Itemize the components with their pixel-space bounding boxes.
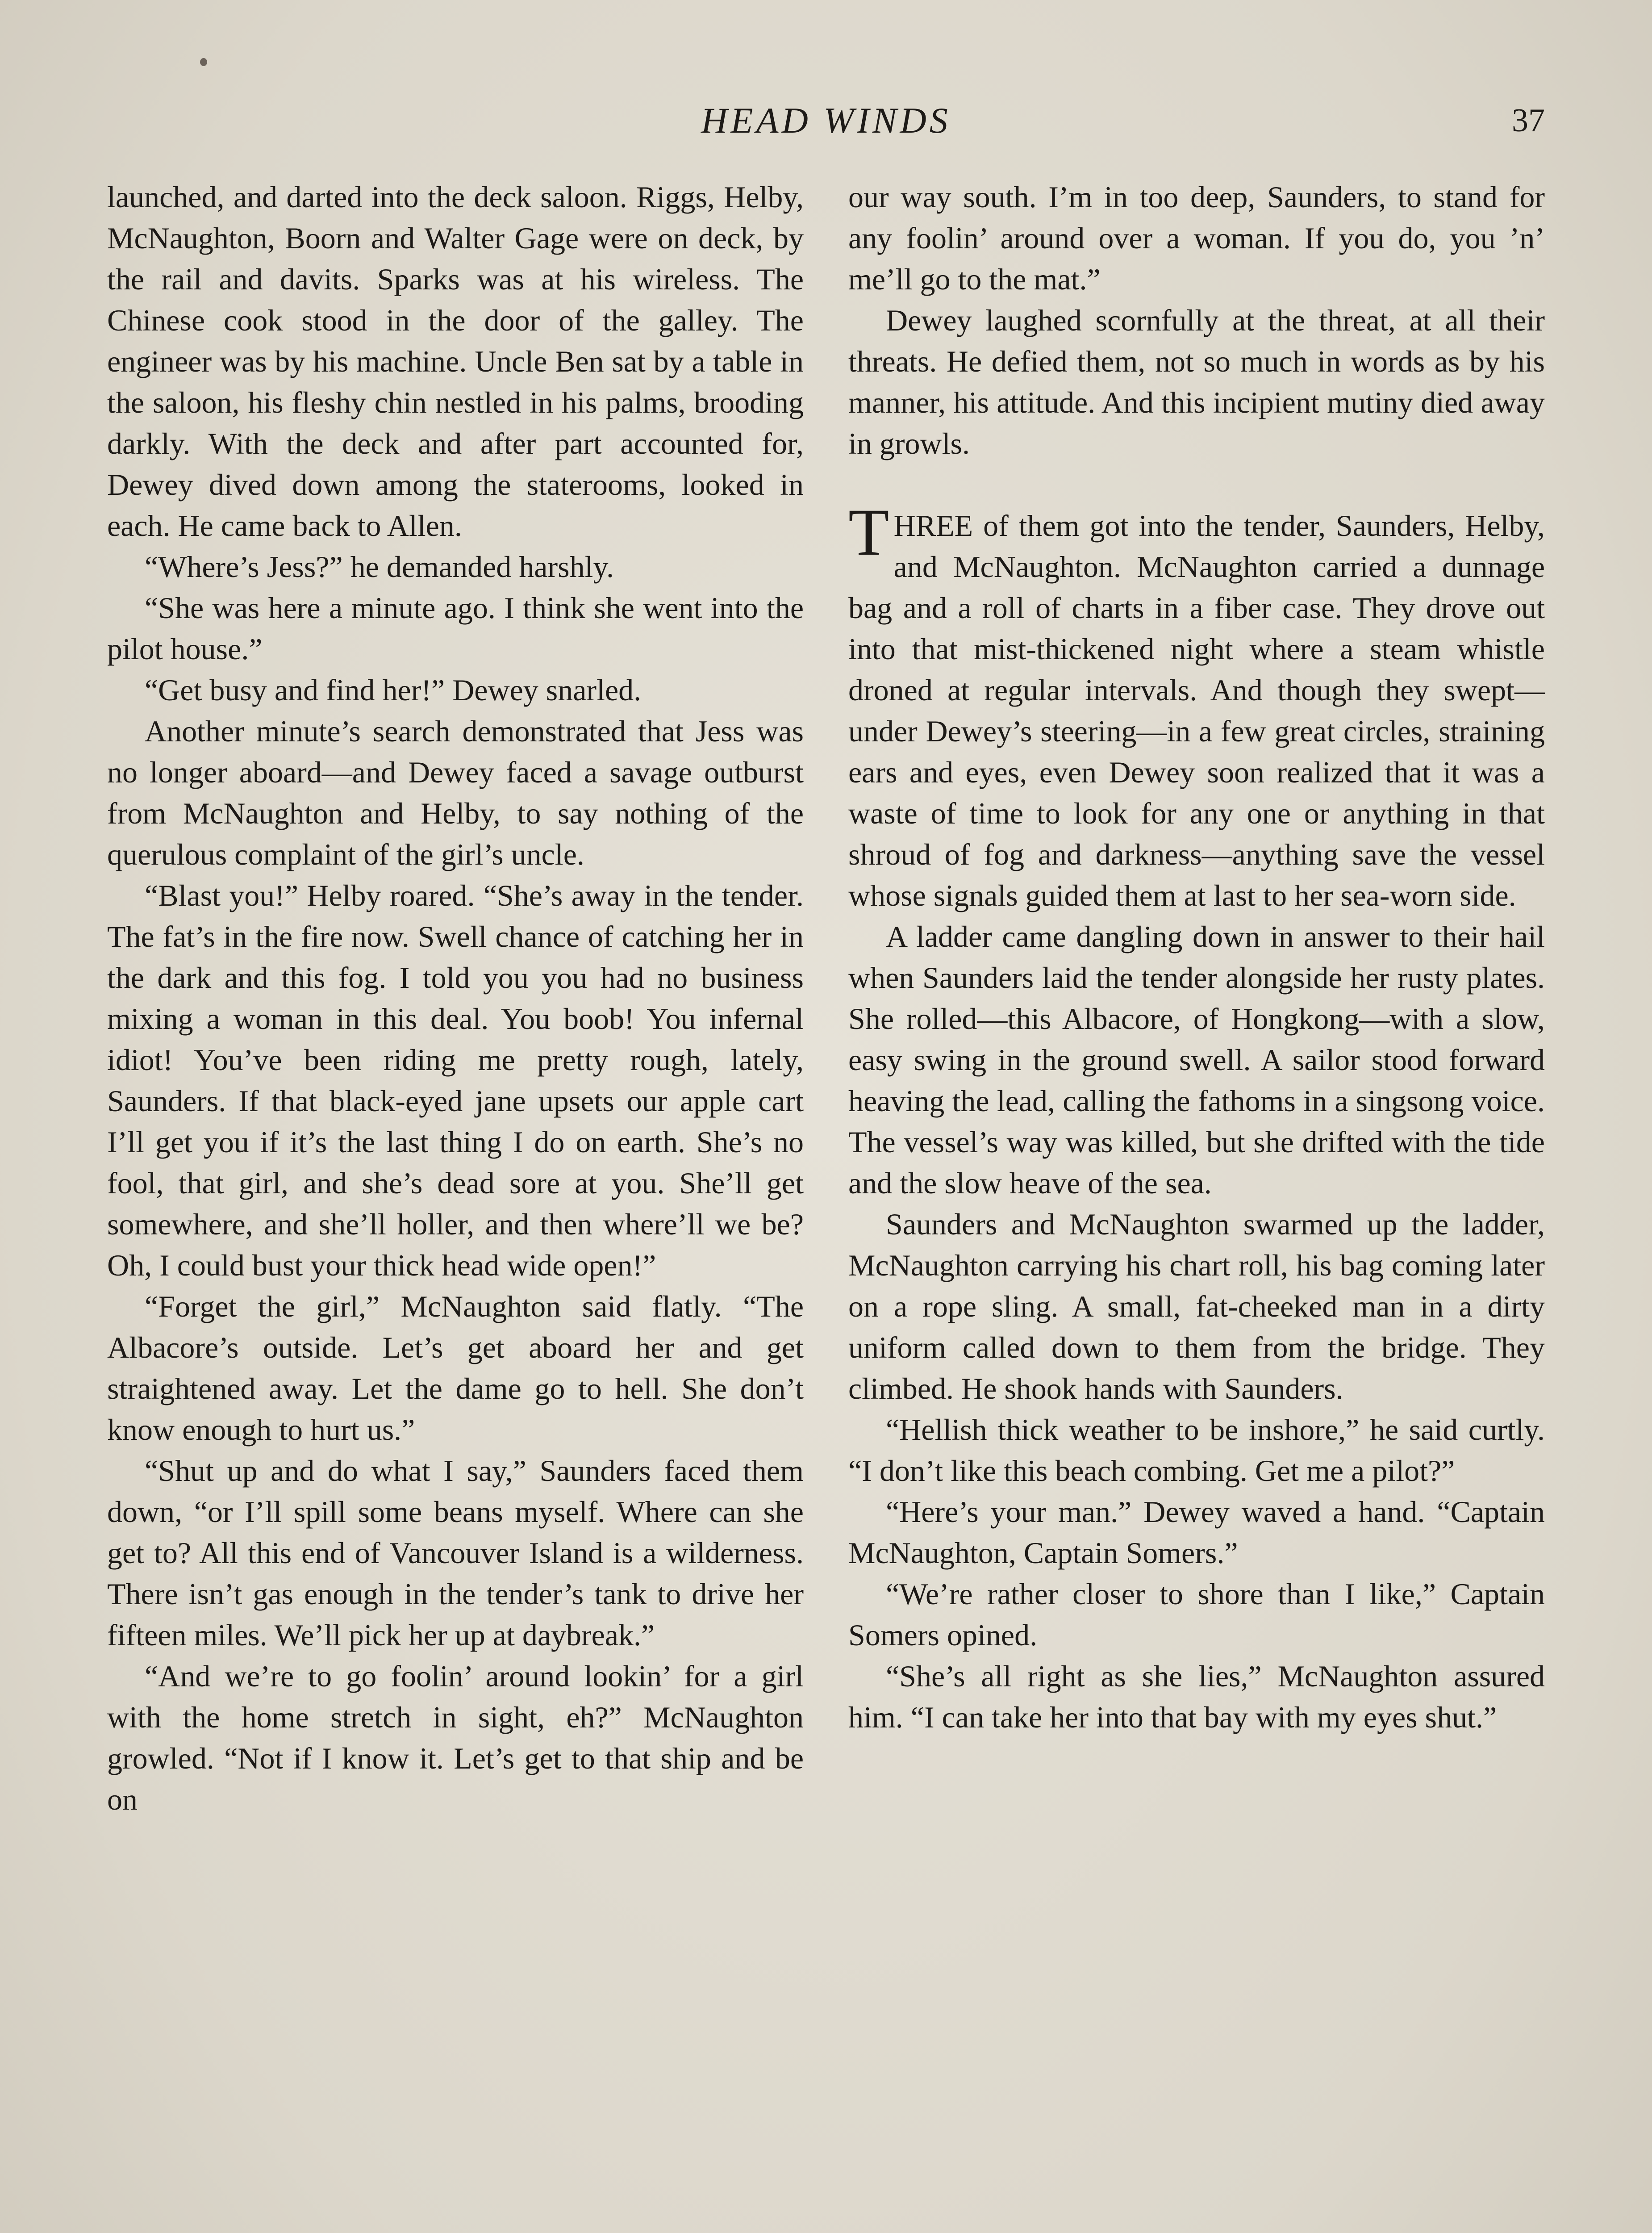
paragraph: A ladder came dangling down in answer to their hail when Saunders laid the tender alongside her rusty plates. She rolled—this Albacore, of Hongkong—with a slow, easy swing in the ground swell. A sailor stood forward heaving the lead, calling the fathoms in a singsong voice. The vessel’s way was killed, but she drifted with the tide and the slow heave of the sea. bbox=[848, 920, 1545, 1200]
paragraph-text: of them got into the tender, Saunders, Helby, and McNaughton. McNaughton carried a dunnage bag and a roll of charts in a fiber case. They drove out into that mist-thickened night where a steam whistle droned at regular intervals. And though they swept—under Dewey’s steering—in a few great circles, straining ears and eyes, even Dewey soon realized that it was a waste of time to look for any one or anything in that shroud of fog and darkness—anything save the vessel whose signals guided them at last to her sea-worn side. bbox=[848, 509, 1545, 912]
paragraph: “Here’s your man.” Dewey waved a hand. “Captain McNaughton, Captain Somers.” bbox=[848, 1495, 1545, 1570]
paragraph: our way south. I’m in too deep, Saunders, to stand for any foolin’ around over a woman. If you do, you ’n’ me’ll go to the mat.” bbox=[848, 180, 1545, 296]
paragraph: “Blast you!” Helby roared. “She’s away in the tender. The fat’s in the fire now. Swell chance of catching her in the dark and this fog. I told you you had no business mixing a woman in this deal. You boob! You infernal idiot! You’ve been riding me pretty rough, lately, Saunders. If that black-eyed jane upsets our apple cart I’ll get you if it’s the last thing I do on earth. She’s no fool, that girl, and she’s dead sore at you. She’ll get somewhere, and she’ll holler, and then where’ll we be? Oh, I could bust your thick head wide open!” bbox=[107, 878, 804, 1282]
paragraph: “And we’re to go foolin’ around lookin’ for a girl with the home stretch in sight, eh?” McNaughton growled. “Not if I know it. Let’s get to that ship and be on bbox=[107, 1659, 804, 1816]
paragraph: Another minute’s search demonstrated that Jess was no longer aboard—and Dewey faced a savage outburst from McNaughton and Helby, to say nothing of the querulous complaint of the girl’s uncle. bbox=[107, 714, 804, 871]
paragraph: “Where’s Jess?” he demanded harshly. bbox=[145, 550, 614, 584]
ink-speck bbox=[200, 58, 207, 66]
paragraph: “She’s all right as she lies,” McNaughton assured him. “I can take her into that bay with my eyes shut.” bbox=[848, 1659, 1545, 1734]
paragraph: “Get busy and find her!” Dewey snarled. bbox=[145, 673, 642, 707]
page-number: 37 bbox=[1512, 102, 1545, 139]
paragraph: “Forget the girl,” McNaughton said flatly. “The Albacore’s outside. Let’s get aboard her and get straightened away. Let the dame go to hell. She don’t know enough to hurt us.” bbox=[107, 1289, 804, 1447]
paragraph: “Shut up and do what I say,” Saunders faced them down, “or I’ll spill some beans myself. Where can she get to? All this end of Vancouver Island is a wilderness. There isn’t gas enough in the tender’s tank to drive her fifteen miles. We’ll pick her up at daybreak.” bbox=[107, 1454, 804, 1652]
left-column bbox=[107, 176, 804, 1820]
paragraph: “Hellish thick weather to be inshore,” he said curtly. “I don’t like this beach combing. Get me a pilot?” bbox=[848, 1413, 1545, 1488]
paragraph: Saunders and McNaughton swarmed up the ladder, McNaughton carrying his chart roll, his bag coming later on a rope sling. A small, fat-cheeked man in a dirty uniform called down to them from the bridge. They climbed. He shook hands with Saunders. bbox=[848, 1207, 1545, 1405]
paragraph: “She was here a minute ago. I think she went into the pilot house.” bbox=[107, 591, 804, 666]
section-opening-paragraph bbox=[848, 495, 1545, 916]
paragraph: launched, and darted into the deck saloon. Riggs, Helby, McNaughton, Boorn and Walter Gage were on deck, by the rail and davits. Sparks was at his wireless. The Chinese cook stood in the door of the galley. The engineer was by his machine. Uncle Ben sat by a table in the saloon, his fleshy chin nestled in his palms, brooding darkly. With the deck and after part accounted for, Dewey dived down among the staterooms, looked in each. He came back to Allen. bbox=[107, 180, 804, 543]
small-caps-lead: HREE bbox=[893, 509, 973, 543]
right-column bbox=[848, 176, 1545, 1738]
drop-cap: T bbox=[848, 495, 889, 569]
page-header bbox=[0, 96, 1652, 145]
running-title: HEAD WINDS bbox=[701, 100, 951, 141]
paragraph: Dewey laughed scornfully at the threat, at all their threats. He defied them, not so much in words as by his manner, his attitude. And this incipient mutiny died away in growls. bbox=[848, 303, 1545, 460]
paragraph: “We’re rather closer to shore than I like,” Captain Somers opined. bbox=[848, 1577, 1545, 1652]
